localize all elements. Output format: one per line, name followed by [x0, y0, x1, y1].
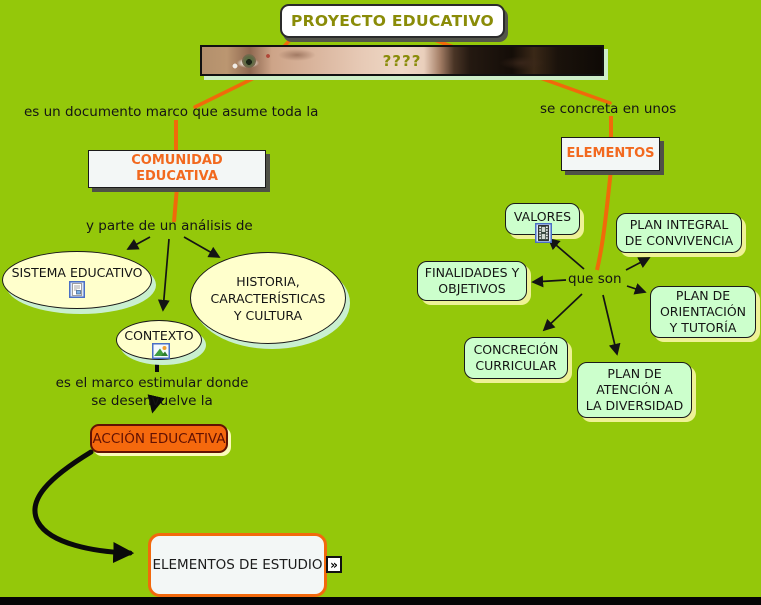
node-plan-orientacion-line2: ORIENTACIÓN — [659, 304, 747, 319]
node-proyecto-educativo[interactable] — [280, 4, 505, 38]
node-valores-label: VALORES — [513, 209, 572, 224]
link-label-analisis[interactable]: y parte de un análisis de — [86, 218, 253, 234]
node-finalidades[interactable] — [417, 261, 527, 301]
arrow-to-historia — [184, 237, 219, 257]
node-plan-atencion-line3: LA DIVERSIDAD — [585, 398, 684, 413]
arrow-to-contexto — [163, 239, 169, 310]
node-historia-line1: HISTORIA, — [236, 273, 300, 289]
node-finalidades-line1: FINALIDADES Y — [424, 265, 520, 280]
node-concrecion-line2: CURRICULAR — [475, 358, 557, 373]
arrow-to-plan-atencion — [603, 295, 617, 354]
film-icon[interactable] — [535, 223, 552, 243]
node-plan-atencion[interactable] — [577, 362, 692, 418]
link-label-documento[interactable]: es un documento marco que asume toda la — [24, 104, 319, 120]
node-contexto[interactable] — [116, 320, 202, 360]
arrow-to-concrecion — [544, 294, 582, 330]
node-elementos-label: ELEMENTOS — [566, 146, 655, 161]
arrow-to-plan-integral — [626, 258, 649, 270]
node-valores[interactable] — [505, 203, 580, 235]
double-chevron-icon[interactable] — [326, 556, 342, 573]
node-historia[interactable] — [190, 252, 346, 344]
node-comunidad-label: COMUNIDAD EDUCATIVA — [131, 153, 223, 184]
node-accion-label: ACCIÓN EDUCATIVA — [92, 430, 226, 447]
node-concrecion-line1: CONCRECIÓN — [473, 342, 559, 357]
node-plan-atencion-line2: ATENCIÓN A — [596, 382, 673, 397]
link-elementos-to-queson — [597, 170, 611, 270]
node-elementos-de-estudio[interactable] — [148, 533, 327, 597]
link-label-concreta[interactable]: se concreta en unos — [540, 101, 677, 117]
arrow-to-valores — [549, 239, 584, 269]
node-plan-orientacion-line3: Y TUTORÍA — [669, 320, 737, 335]
link-label-marco-line1: es el marco estimular donde — [55, 375, 249, 391]
node-estudio-label: ELEMENTOS DE ESTUDIO — [152, 557, 323, 573]
link-label-que-son[interactable]: que son — [568, 271, 622, 287]
node-plan-integral-line2: DE CONVIVENCIA — [624, 233, 734, 248]
node-plan-atencion-line1: PLAN DE — [607, 366, 662, 381]
node-sistema-educativo[interactable] — [2, 251, 152, 309]
node-proyecto-educativo-label: PROYECTO EDUCATIVO — [290, 12, 495, 30]
bottom-border-bar — [0, 597, 761, 605]
node-plan-integral-line1: PLAN INTEGRAL — [629, 217, 729, 232]
node-historia-line3: Y CULTURA — [233, 307, 303, 323]
arrow-to-finalidades — [533, 280, 566, 282]
node-historia-line2: CARACTERÍSTICAS — [210, 290, 326, 306]
node-plan-orientacion-line1: PLAN DE — [675, 288, 731, 303]
node-elementos[interactable] — [561, 137, 660, 171]
link-label-marco-estimular[interactable] — [32, 374, 272, 410]
arrow-to-plan-orientacion — [627, 286, 645, 292]
node-plan-orientacion[interactable] — [650, 286, 756, 338]
node-sistema-label: SISTEMA EDUCATIVO — [11, 264, 143, 280]
node-concrecion[interactable] — [464, 337, 568, 379]
arrow-to-sistema — [128, 237, 150, 249]
document-icon[interactable] — [69, 281, 85, 298]
double-chevron-glyph: » — [330, 557, 338, 572]
arrow-accion-to-estudio — [35, 452, 130, 553]
node-plan-integral[interactable] — [616, 213, 742, 253]
image-caption: ???? — [382, 51, 422, 70]
node-comunidad-educativa[interactable] — [88, 150, 266, 188]
link-label-marco-line2: se desenvuelve la — [91, 393, 213, 409]
link-comunidad-to-analisis — [174, 187, 177, 222]
picture-icon[interactable] — [152, 343, 170, 359]
node-contexto-label: CONTEXTO — [124, 328, 194, 343]
node-finalidades-line2: OBJETIVOS — [438, 281, 506, 296]
eyes-photo-node[interactable] — [200, 45, 604, 76]
node-accion-educativa[interactable] — [90, 424, 228, 453]
